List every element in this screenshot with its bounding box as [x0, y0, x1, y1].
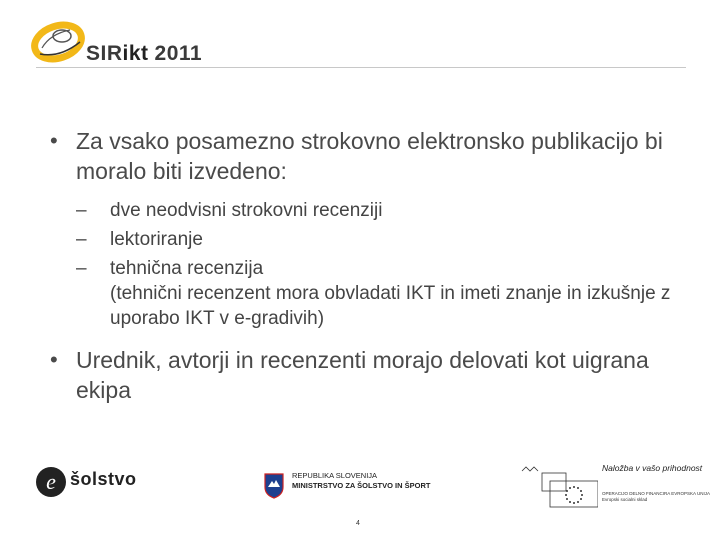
ministry-logo — [260, 471, 480, 511]
dash-marker: – — [76, 200, 87, 221]
dash-marker: – — [76, 229, 87, 250]
slide-footer — [0, 455, 720, 540]
bullet-marker: • — [50, 347, 58, 372]
slide-content — [50, 126, 700, 405]
page-number: 4 — [356, 520, 360, 527]
eu-fine-print-1: OPERACIJO DELNO FINANCIRA EVROPSKA UNIJA — [602, 491, 711, 496]
esolstvo-label: šolstvo — [70, 469, 137, 489]
eu-flag-icon — [520, 465, 598, 509]
sub-item — [50, 227, 700, 252]
esolstvo-logo — [34, 465, 154, 505]
sub-item — [50, 198, 700, 223]
sub-item-text: tehnična recenzija — [110, 258, 264, 279]
ministry-text — [292, 471, 430, 491]
ministry-line-2: MINISTRSTVO ZA ŠOLSTVO IN ŠPORT — [292, 481, 431, 490]
logo-wordmark — [86, 42, 202, 66]
bullet-text: Za vsako posamezno strokovno elektronsko publikacijo bi moralo biti izvedeno: — [76, 128, 663, 184]
eu-fine-print — [602, 491, 710, 503]
dash-marker: – — [76, 258, 87, 279]
sub-item-text: lektoriranje — [110, 229, 203, 250]
bullet-item — [50, 345, 700, 405]
ministry-line-1: REPUBLIKA SLOVENIJA — [292, 471, 378, 480]
slide-header — [0, 0, 720, 72]
bullet-item — [50, 126, 700, 186]
bullet-text: Urednik, avtorji in recenzenti morajo delovati kot uigrana ekipa — [76, 347, 649, 403]
eu-fine-print-2: Evropski socialni sklad — [602, 497, 648, 502]
svg-text:e: e — [46, 469, 56, 494]
sub-item-note: (tehnični recenzent mora obvladati IKT in imeti znanje in izkušnje z uporabo IKT v e-gradivih) — [110, 283, 671, 329]
sub-item-text: dve neodvisni strokovni recenziji — [110, 200, 383, 221]
sub-list — [50, 198, 700, 331]
e-globe-icon — [34, 465, 68, 499]
logo-bold: ikt — [122, 42, 149, 65]
eu-slogan: Naložba v vašo prihodnost — [602, 463, 703, 473]
logo-prefix: SIR — [86, 42, 123, 65]
sirikt-logo — [30, 12, 210, 68]
header-divider — [36, 67, 686, 68]
sub-item — [50, 256, 700, 331]
coat-of-arms-icon — [264, 473, 284, 499]
sirikt-swirl-icon — [30, 12, 90, 68]
logo-year: 2011 — [154, 42, 203, 65]
bullet-marker: • — [50, 128, 58, 153]
eu-logo — [520, 463, 711, 513]
